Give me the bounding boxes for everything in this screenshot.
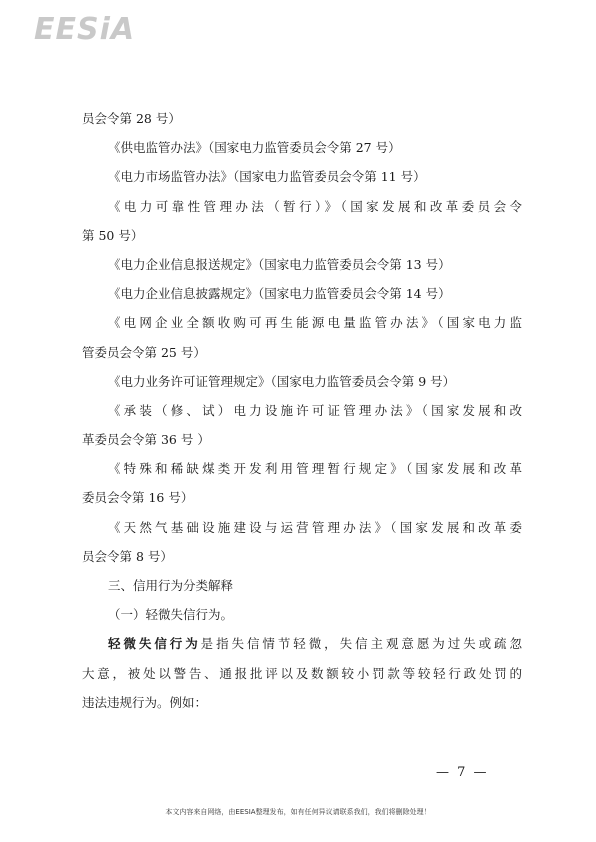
text-line: 《电力可靠性管理办法（暂行）》（国家发展和改革委员会令	[108, 198, 522, 214]
text-line: 《承装（修、试）电力设施许可证管理办法》（国家发展和改	[108, 402, 522, 418]
footer-disclaimer: 本文内容来自网络，由EESIA整理发布，如有任何异议请联系我们，我们将删除处理！	[165, 808, 431, 816]
text-line: 革委员会令第 36 号 ）	[82, 432, 210, 448]
document-body	[82, 112, 522, 725]
definition-line	[82, 637, 522, 651]
text-line: 委员会令第 16 号）	[82, 490, 194, 506]
page-number: — 7 —	[436, 765, 489, 780]
text-line: 管委员会令第 25 号）	[82, 344, 206, 360]
text-line: 《电力企业信息报送规定》（国家电力监管委员会令第 13 号）	[108, 256, 451, 272]
text-line: 《天然气基础设施建设与运营管理办法》（国家发展和改革委	[108, 519, 522, 535]
text-line: 《电力业务许可证管理规定》（国家电力监管委员会令第 9 号）	[108, 373, 456, 389]
bold-term: 轻微失信行为	[108, 636, 201, 652]
text-line: 大意，被处以警告、通报批评以及数额较小罚款等较轻行政处罚的	[82, 665, 522, 681]
text-line: 违法违规行为。例如：	[82, 694, 208, 710]
text-line: 员会令第 8 号）	[82, 548, 173, 564]
eesia-logo: EESiA	[34, 12, 136, 47]
subsection-heading: （一）轻微失信行为。	[108, 607, 234, 623]
text-line: 《电网企业全额收购可再生能源电量监管办法》（国家电力监	[108, 315, 522, 331]
definition-text: 是指失信情节轻微，失信主观意愿为过失或疏忽	[200, 636, 522, 652]
text-line: 《特殊和稀缺煤类开发利用管理暂行规定》（国家发展和改革	[108, 461, 522, 477]
text-line: 《供电监管办法》（国家电力监管委员会令第 27 号）	[108, 140, 401, 156]
text-line: 《电力企业信息披露规定》（国家电力监管委员会令第 14 号）	[108, 286, 451, 302]
section-heading: 三、信用行为分类解释	[108, 578, 234, 593]
text-line: 员会令第 28 号）	[82, 111, 181, 126]
text-line: 《电力市场监管办法》（国家电力监管委员会令第 11 号）	[108, 169, 426, 185]
text-line: 第 50 号）	[82, 227, 144, 243]
